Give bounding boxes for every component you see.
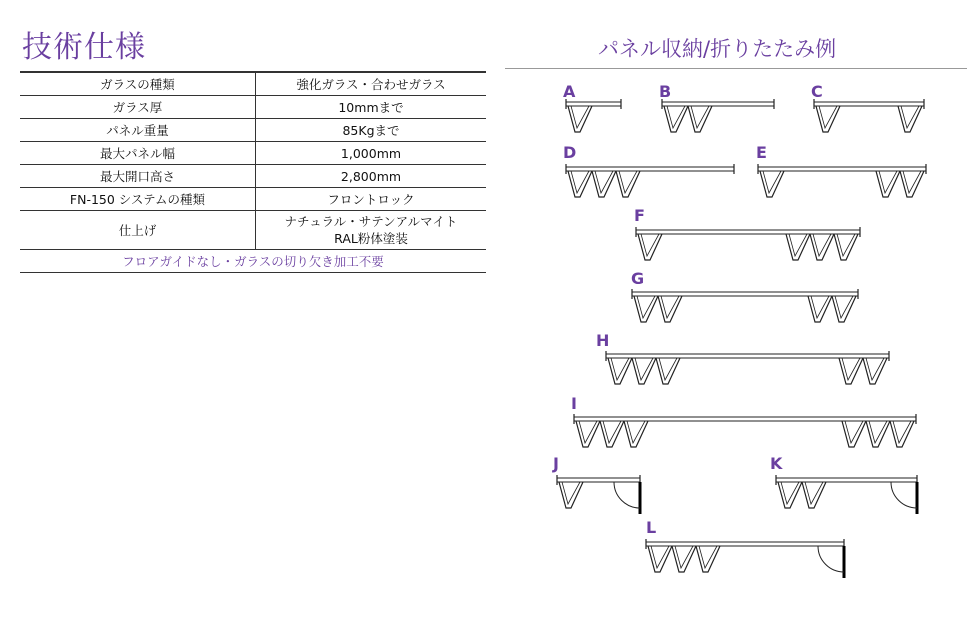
track-rail <box>758 167 926 171</box>
panels-title: パネル収納/折りたたみ例 <box>598 37 837 61</box>
track-rail <box>606 354 889 358</box>
spec-label: 最大パネル幅 <box>20 142 256 165</box>
folding-example-i <box>574 414 916 447</box>
spec-value-line: RAL粉体塗装 <box>334 231 408 246</box>
example-label: L <box>646 518 657 537</box>
folded-panel <box>816 106 840 132</box>
folded-panel <box>656 358 680 384</box>
folding-example-f <box>636 227 860 260</box>
example-label: E <box>756 143 767 162</box>
folded-panel <box>810 234 834 260</box>
example-label: I <box>571 394 577 413</box>
folded-panel <box>648 546 672 572</box>
folding-example-l <box>646 539 844 578</box>
folding-example-e <box>758 164 926 197</box>
spec-value: 強化ガラス・合わせガラス <box>256 72 487 96</box>
folded-panel <box>808 296 832 322</box>
folded-panel <box>900 171 924 197</box>
folding-example-g <box>632 289 858 322</box>
spec-value: 2,800mm <box>256 165 487 188</box>
spec-label: 仕上げ <box>20 211 256 250</box>
example-label: F <box>634 206 645 225</box>
spec-value: 85Kgまで <box>256 119 487 142</box>
spec-label: ガラス厚 <box>20 96 256 119</box>
folded-panel <box>832 296 856 322</box>
folded-panel <box>842 421 866 447</box>
spec-value: 1,000mm <box>256 142 487 165</box>
spec-label: ガラスの種類 <box>20 72 256 96</box>
spec-label: パネル重量 <box>20 119 256 142</box>
folding-example-d <box>566 164 734 197</box>
spec-title: 技術仕様 <box>22 30 146 65</box>
track-rail <box>566 167 734 171</box>
folding-example-a <box>566 99 621 132</box>
folded-panel <box>638 234 662 260</box>
folding-example-j <box>557 475 640 514</box>
folded-panel <box>802 482 826 508</box>
spec-value: フロントロック <box>256 188 487 211</box>
folded-panel <box>786 234 810 260</box>
spec-value-line: ナチュラル・サテンアルマイト <box>284 214 458 229</box>
folded-panel <box>664 106 688 132</box>
folded-panel <box>834 234 858 260</box>
folded-panel <box>760 171 784 197</box>
track-rail <box>814 102 924 106</box>
track-rail <box>636 230 860 234</box>
folded-panel <box>672 546 696 572</box>
folded-panel <box>592 171 616 197</box>
folded-panel <box>866 421 890 447</box>
door-swing-arc <box>614 482 640 508</box>
example-label: D <box>563 143 577 162</box>
spec-label: 最大開口高さ <box>20 165 256 188</box>
example-label: B <box>659 82 672 101</box>
folded-panel <box>559 482 583 508</box>
spec-note: フロアガイドなし・ガラスの切り欠き加工不要 <box>20 250 486 273</box>
folding-example-c <box>814 99 924 132</box>
example-label: A <box>563 82 576 101</box>
folded-panel <box>778 482 802 508</box>
track-rail <box>574 417 916 421</box>
example-label: K <box>770 454 783 473</box>
folded-panel <box>863 358 887 384</box>
track-rail <box>776 478 917 482</box>
folded-panel <box>890 421 914 447</box>
track-rail <box>662 102 774 106</box>
folded-panel <box>600 421 624 447</box>
track-rail <box>632 292 858 296</box>
track-rail <box>646 542 844 546</box>
folded-panel <box>624 421 648 447</box>
folded-panel <box>696 546 720 572</box>
folded-panel <box>839 358 863 384</box>
folded-panel <box>876 171 900 197</box>
folded-panel <box>576 421 600 447</box>
folded-panel <box>568 171 592 197</box>
folding-example-b <box>662 99 774 132</box>
folded-panel <box>688 106 712 132</box>
example-label: G <box>631 269 645 288</box>
folded-panel <box>616 171 640 197</box>
track-rail <box>566 102 621 106</box>
spec-value: 10mmまで <box>256 96 487 119</box>
folded-panel <box>608 358 632 384</box>
folded-panel <box>634 296 658 322</box>
folded-panel <box>658 296 682 322</box>
example-label: J <box>553 454 559 473</box>
spec-label: FN-150 システムの種類 <box>20 188 256 211</box>
track-rail <box>557 478 640 482</box>
folding-example-k <box>776 475 917 514</box>
example-label: H <box>596 331 610 350</box>
example-label: C <box>811 82 823 101</box>
folded-panel <box>632 358 656 384</box>
folded-panel <box>568 106 592 132</box>
door-swing-arc <box>818 546 844 572</box>
folding-example-h <box>606 351 889 384</box>
door-swing-arc <box>891 482 917 508</box>
folded-panel <box>898 106 922 132</box>
